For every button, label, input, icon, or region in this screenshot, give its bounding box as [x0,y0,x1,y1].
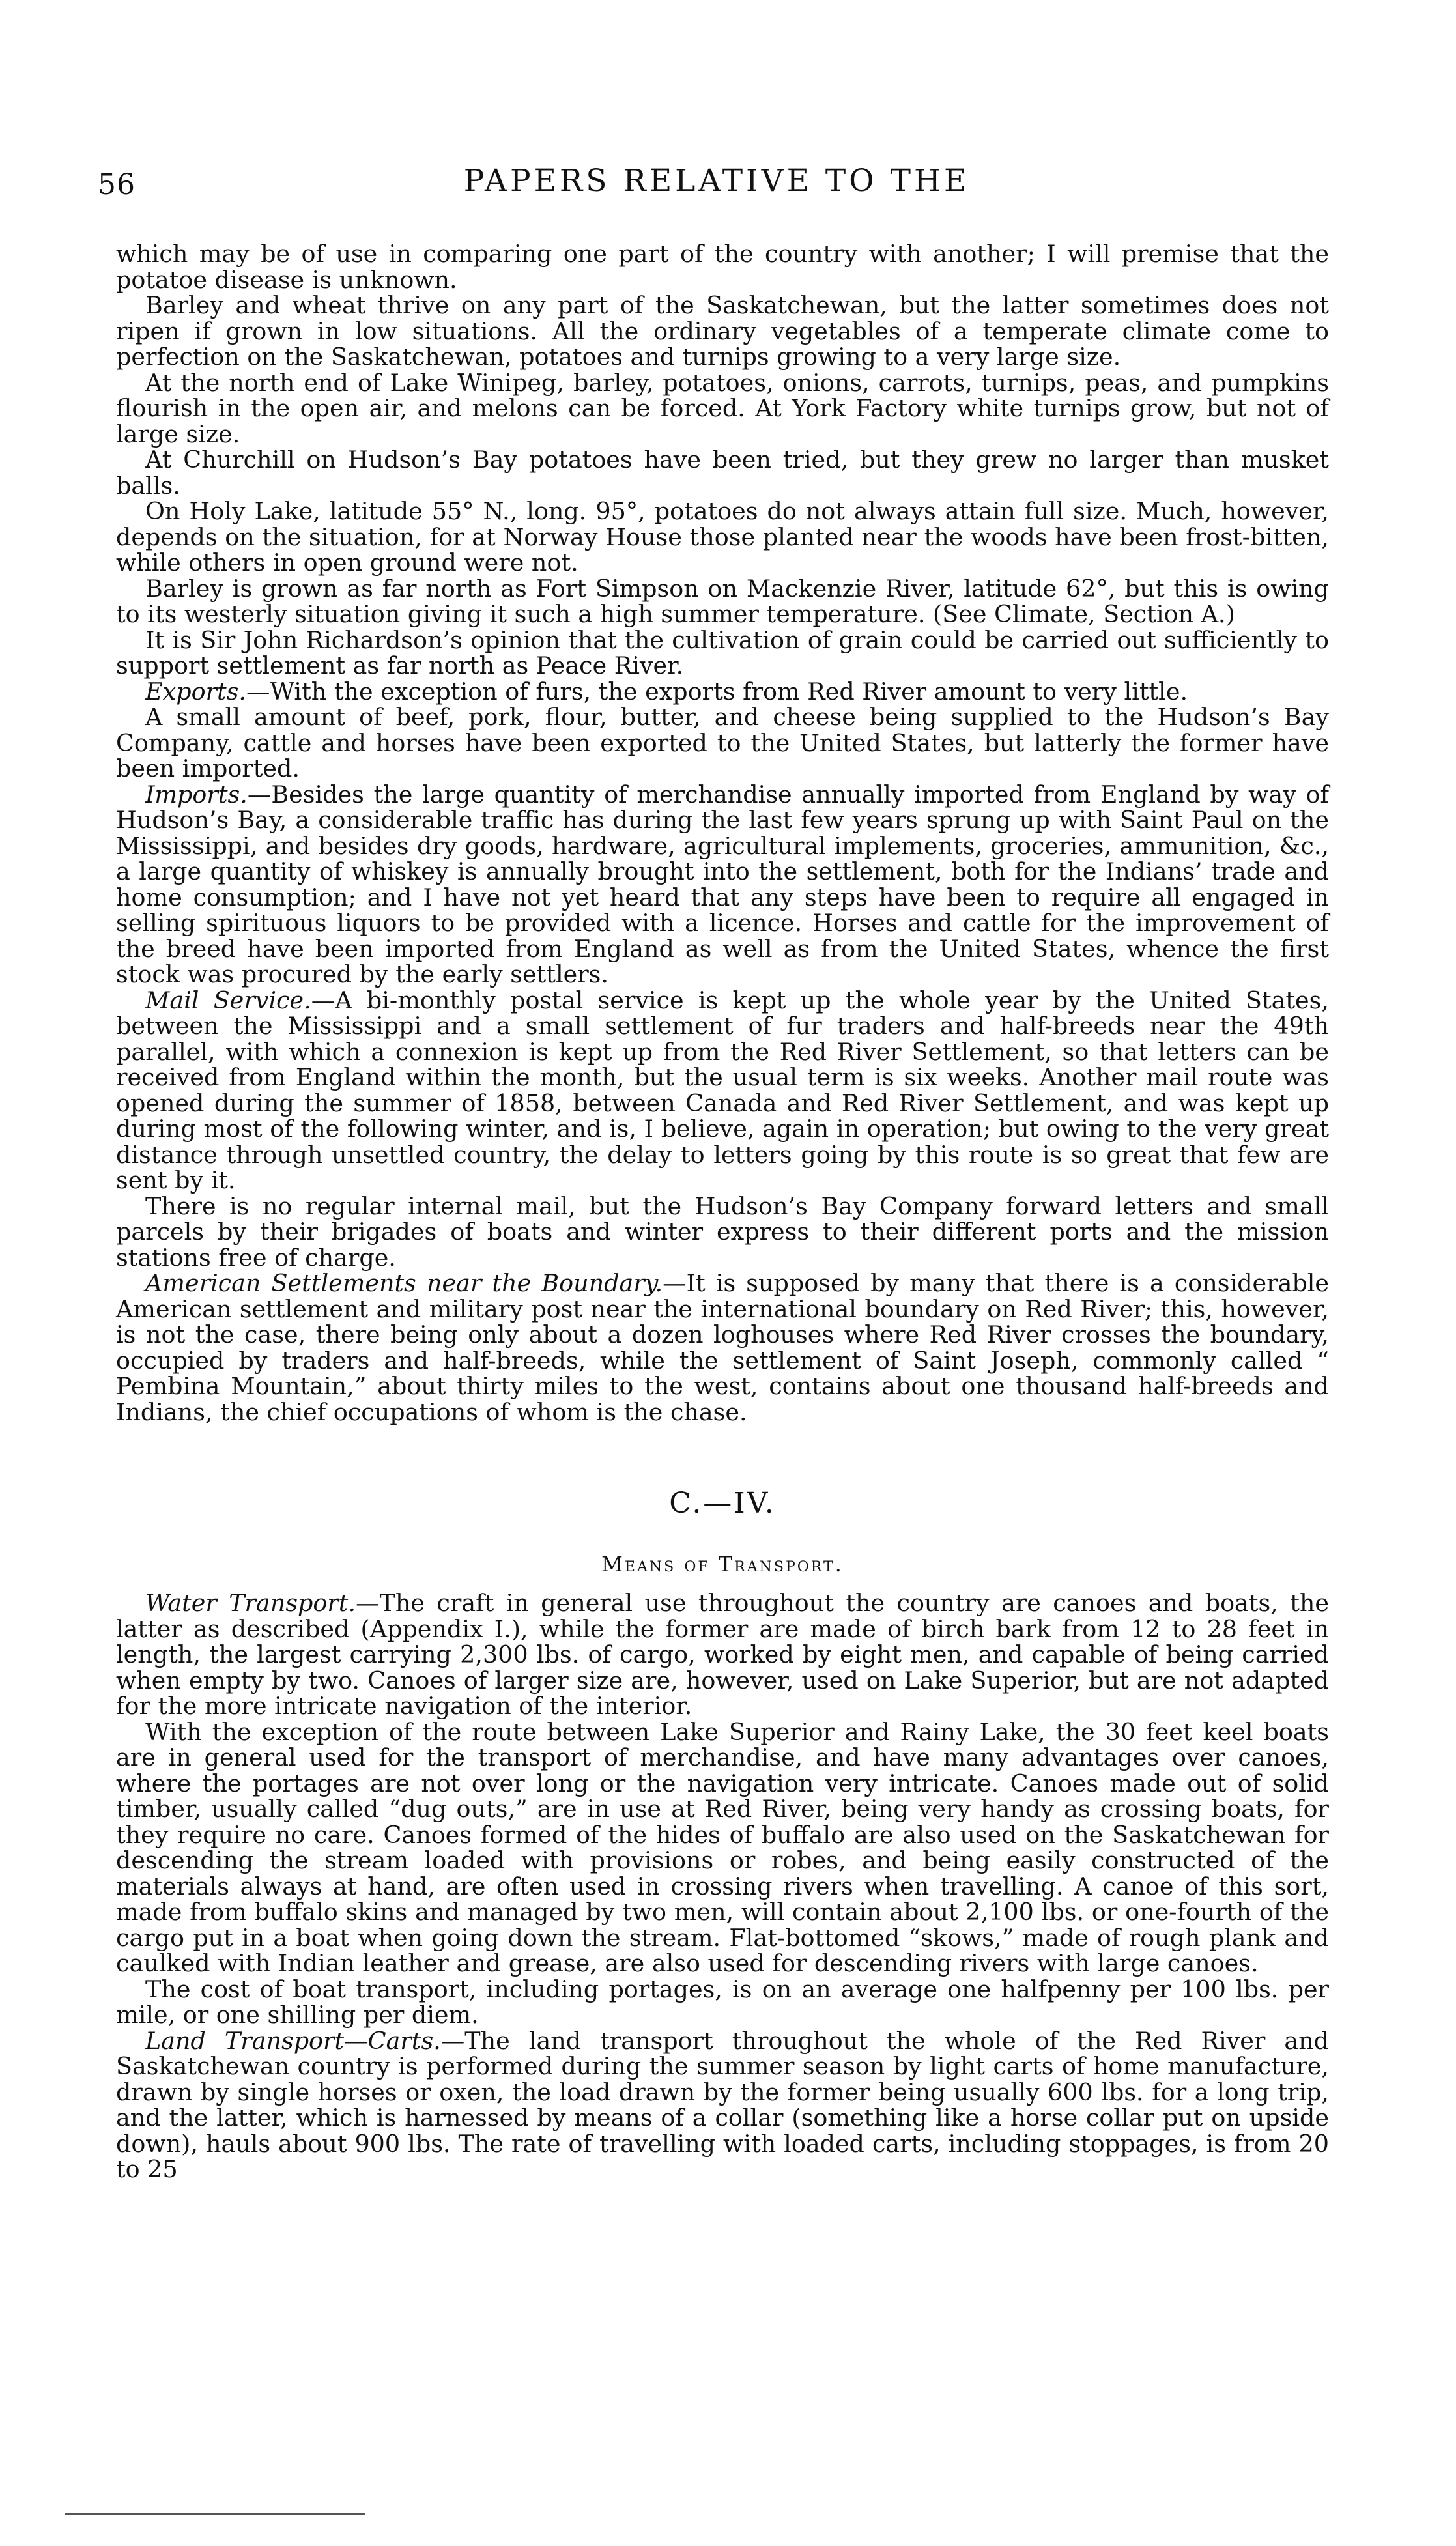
paragraph-lead-heading: Land Transport—Carts. [145,2026,441,2055]
paragraph [116,2028,1329,2182]
paragraph [116,1194,1329,1271]
paragraph [116,1590,1329,1719]
paragraph-lead-heading: Imports. [145,780,248,808]
running-head: PAPERS RELATIVE TO THE [463,163,970,199]
paragraph-text: On Holy Lake, latitude 55° N., long. 95°, potatoes do not always attain full size. Much, however, depends on the situation, for at Norway House those planted near the woods have been frost-bitten, while others in open ground were not. [116,497,1329,577]
paragraph-text: —The land transport throughout the whole of the Red River and Saskatchewan country is performed during the summer season by light carts of home manufacture, drawn by single horses or oxen, the load drawn by the former being usually 600 lbs. for a long trip, and the latter, which is harnessed by means of a collar (something like a horse collar put on upside down), hauls about 900 lbs. The rate of travelling with loaded carts, including stoppages, is from 20 to 25 [116,2026,1329,2183]
paragraph-text: With the exception of the route between Lake Superior and Rainy Lake, the 30 feet keel boats are in general used for the transport of merchandise, and have many advantages over canoes, where the portages are not over long or the navigation very intricate. Canoes made out of solid timber, usually called “dug outs,” are in use at Red River, being very handy as crossing boats, for they require no care. Canoes formed of the hides of buffalo are also used on the Saskatchewan for descending the stream loaded with provisions or robes, and being easily constructed of the materials always at hand, are often used in crossing rivers when travelling. A canoe of this sort, made from buffalo skins and managed by two men, will contain about 2,100 lbs. or one-fourth of the cargo put in a boat when going down the stream. Flat-bottomed “skows,” made of rough plank and caulked with Indian leather and grease, are also used for descending rivers with large canoes. [116,1717,1329,1977]
paragraph-text: —The craft in general use throughout the country are canoes and boats, the latter as described (Appendix I.), while the former are made of birch bark from 12 to 28 feet in length, the largest carrying 2,300 lbs. of cargo, worked by eight men, and capable of being carried when empty by two. Canoes of larger size are, however, used on Lake Superior, but are not adapted for the more intricate navigation of the interior. [116,1589,1329,1720]
paragraph-text: Barley and wheat thrive on any part of the Saskatchewan, but the latter sometimes does not ripen if grown in low situations. All the ordinary vegetables of a temperate climate come to perfection on the Saskatchewan, potatoes and turnips growing to a very large size. [116,291,1329,371]
paragraph-text: —It is supposed by many that there is a considerable American settlement and military post near the international boundary on Red River; this, however, is not the case, there being only about a dozen loghouses where Red River crosses the boundary, occupied by traders and half-breeds, while the settlement of Saint Joseph, commonly called “ Pembina Mountain,” about thirty miles to the west, contains about one thousand half-breeds and Indians, the chief occupations of whom is the chase. [116,1269,1330,1426]
paragraph-text: —With the exception of furs, the exports from Red River amount to very little. [246,677,1188,706]
paragraph-text: There is no regular internal mail, but the Hudson’s Bay Company forward letters and small parcels by their brigades of boats and winter express to their different ports and the mission stations free of charge. [116,1192,1329,1272]
paragraph [116,627,1329,679]
paragraph-text: It is Sir John Richardson’s opinion that the cultivation of grain could be carried out sufficiently to support settlement as far north as Peace River. [116,625,1329,679]
paragraph [116,498,1329,576]
paragraph-text: The cost of boat transport, including portages, is on an average one halfpenny per 100 lbs. per mile, or one shilling per diem. [116,1975,1329,2029]
paragraph-lead-heading: Mail Service. [145,986,311,1014]
section-title: Means of Transport. [601,1552,844,1577]
paragraph-text: —A bi-monthly postal service is kept up the whole year by the United States, between the Mississippi and a small settlement of fur traders and half-breeds near the 49th parallel, with which a connexion is kept up from the Red River Settlement, so that letters can be received from England within the month, but the usual term is six weeks. Another mail route was opened during the summer of 1858, between Canada and Red River Settlement, and was kept up during most of the following winter, and is, I believe, again in operation; but owing to the very great distance through unsettled country, the delay to letters going by this route is so great that few are sent by it. [116,986,1329,1194]
section-number: C.—IV. [669,1487,776,1520]
paragraph-lead-heading: American Settlements near the Boundary. [145,1269,663,1297]
paragraph [116,704,1329,782]
paragraph-text: At Churchill on Hudson’s Bay potatoes have been tried, but they grew no larger than musket balls. [116,446,1329,500]
paragraph-lead-heading: Water Transport. [145,1589,356,1617]
paragraph [116,1270,1329,1425]
page-number: 56 [98,168,136,201]
paragraph-text: —Besides the large quantity of merchandise annually imported from England by way of Hudson’s Bay, a considerable traffic has during the last few years sprung up with Saint Paul on the Mississippi, and besides dry goods, hardware, agricultural implements, groceries, ammunition, &c., a large quantity of whiskey is annually brought into the settlement, both for the Indians’ trade and home consumption; and I have not yet heard that any steps have been to require all engaged in selling spirituous liquors to be provided with a licence. Horses and cattle for the improvement of the breed have been imported from England as well as from the United States, whence the first stock was procured by the early settlers. [116,780,1329,988]
paragraph-text: A small amount of beef, pork, flour, butter, and cheese being supplied to the Hudson’s Bay Company, cattle and horses have been exported to the United States, but latterly the former have been imported. [116,703,1329,782]
paragraph [116,988,1329,1194]
paragraph-text: Barley is grown as far north as Fort Simpson on Mackenzie River, latitude 62°, but this is owing to its westerly situation giving it such a high summer temperature. (See Climate, Section A.) [116,574,1329,628]
paragraph [116,293,1329,370]
paragraph-text: At the north end of Lake Winipeg, barley, potatoes, onions, carrots, turnips, peas, and pumpkins flourish in the open air, and melons can be forced. At York Factory white turnips grow, but not of large size. [116,368,1329,448]
paragraph [116,447,1329,498]
page-header [98,163,1335,215]
paragraph [116,241,1329,293]
paragraph-lead-heading: Exports. [145,677,247,706]
paragraph [116,782,1329,988]
footer-rule [65,2513,365,2515]
paragraph [116,1977,1329,2028]
paragraph-group-top [116,241,1329,1425]
paragraph [116,370,1329,448]
paragraph [116,1719,1329,1977]
paragraph-group-bottom [116,1590,1329,2182]
paragraph-text: which may be of use in comparing one part of the country with another; I will premise that the potatoe disease is unknown. [116,240,1329,294]
paragraph [116,679,1329,705]
paragraph [116,576,1329,627]
body-text [116,241,1329,2182]
